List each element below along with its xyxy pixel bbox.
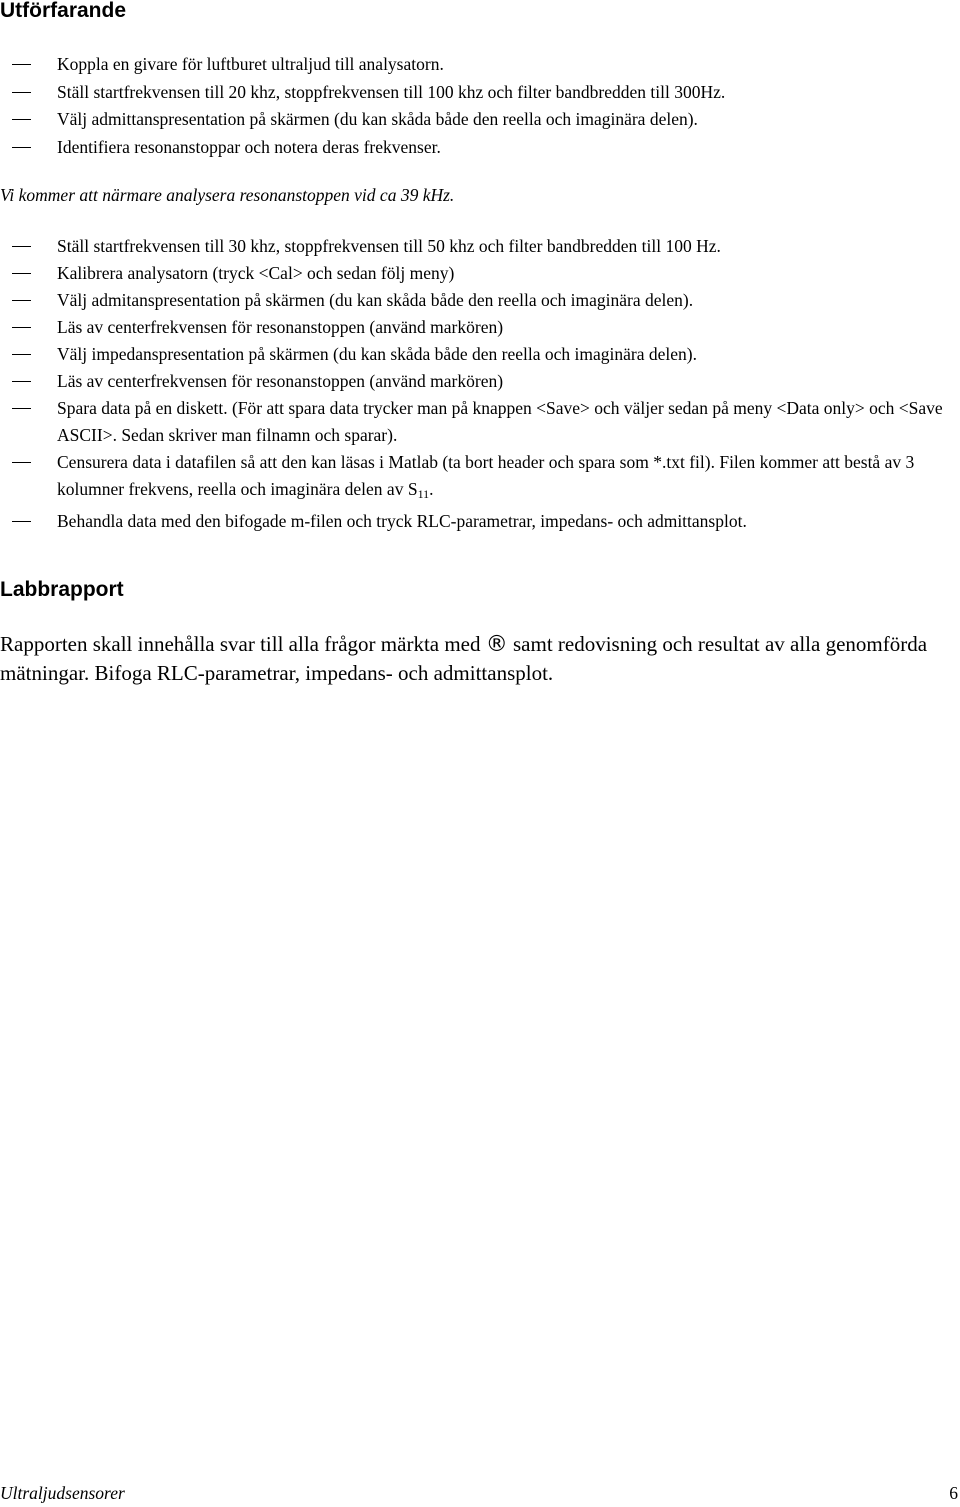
section-title-labbrapport: Labbrapport — [0, 578, 124, 601]
list-item-text: Läs av centerfrekvensen för resonanstoppen (använd markören) — [57, 371, 504, 391]
list-item — [0, 287, 958, 314]
list-item-text: Ställ startfrekvensen till 30 khz, stoppfrekvensen till 50 khz och filter bandbredden till 100 Hz. — [57, 236, 721, 256]
dash-bullet-icon — [12, 64, 31, 65]
procedure-list-a — [0, 51, 958, 161]
dash-bullet-icon — [12, 246, 31, 247]
list-item — [0, 314, 958, 341]
list-item-text: Behandla data med den bifogade m-filen och tryck RLC-parametrar, impedans- och admittansplot. — [57, 511, 747, 531]
list-item-text: Välj admittanspresentation på skärmen (du kan skåda både den reella och imaginära delen). — [57, 109, 698, 129]
list-item-text: Kalibrera analysatorn (tryck <Cal> och sedan följ meny) — [57, 263, 455, 283]
report-text-after: samt redovisning och resultat av alla genomförda mätningar. Bifoga RLC-parametrar, impedans- och admittansplot. — [0, 632, 928, 685]
list-item-text: Välj admitanspresentation på skärmen (du kan skåda både den reella och imaginära delen). — [57, 290, 694, 310]
list-item-suffix: . — [429, 479, 434, 499]
list-item-text: Ställ startfrekvensen till 20 khz, stoppfrekvensen till 100 khz och filter bandbredden till 300Hz. — [57, 81, 726, 102]
list-item — [0, 508, 958, 535]
list-item — [0, 106, 958, 134]
list-item-text: Koppla en givare för luftburet ultraljud till analysatorn. — [57, 54, 444, 74]
list-item — [0, 449, 958, 508]
list-item — [0, 341, 958, 368]
list-item-text: Identifiera resonanstoppar och notera deras frekvenser. — [57, 136, 441, 157]
list-item — [0, 368, 958, 395]
list-item — [0, 233, 958, 260]
dash-bullet-icon — [12, 354, 31, 355]
resonance-note: Vi kommer att närmare analysera resonanstoppen vid ca 39 kHz. — [0, 185, 455, 205]
dash-bullet-icon — [12, 119, 31, 120]
footer-page-number: 6 — [949, 1483, 958, 1503]
footer-document-title: Ultraljudsensorer — [0, 1483, 125, 1503]
subscript-index: 11 — [417, 487, 430, 501]
list-item — [0, 260, 958, 287]
dash-bullet-icon — [12, 147, 31, 148]
dash-bullet-icon — [12, 273, 31, 274]
list-item — [0, 51, 958, 79]
registered-mark-icon: ® — [485, 632, 508, 657]
list-item-text: Spara data på en diskett. (För att spara data trycker man på knappen <Save> och väljer sedan på meny <Data only> och <Save ASCII>. Sedan skriver man filnamn och sparar). — [57, 398, 943, 445]
list-item — [0, 134, 958, 162]
procedure-list-b — [0, 233, 958, 535]
dash-bullet-icon — [12, 381, 31, 382]
dash-bullet-icon — [12, 327, 31, 328]
dash-bullet-icon — [12, 408, 31, 409]
list-item-text: Censurera data i datafilen så att den kan läsas i Matlab (ta bort header och spara som *.txt fil). Filen kommer att bestå av 3 kolumner frekvens, reella och imaginära delen av S — [57, 452, 915, 499]
report-text-before: Rapporten skall innehålla svar till alla frågor märkta med — [0, 632, 481, 656]
list-item-text: Välj impedanspresentation på skärmen (du kan skåda både den reella och imaginära delen). — [57, 344, 697, 364]
list-item — [0, 79, 958, 107]
dash-bullet-icon — [12, 521, 31, 522]
dash-bullet-icon — [12, 92, 31, 93]
dash-bullet-icon — [12, 300, 31, 301]
list-item-text: Läs av centerfrekvensen för resonanstoppen (använd markören) — [57, 317, 504, 337]
list-item — [0, 395, 958, 449]
report-paragraph — [0, 630, 950, 688]
dash-bullet-icon — [12, 462, 31, 463]
section-title-utforfarande: Utförfarande — [0, 0, 127, 22]
